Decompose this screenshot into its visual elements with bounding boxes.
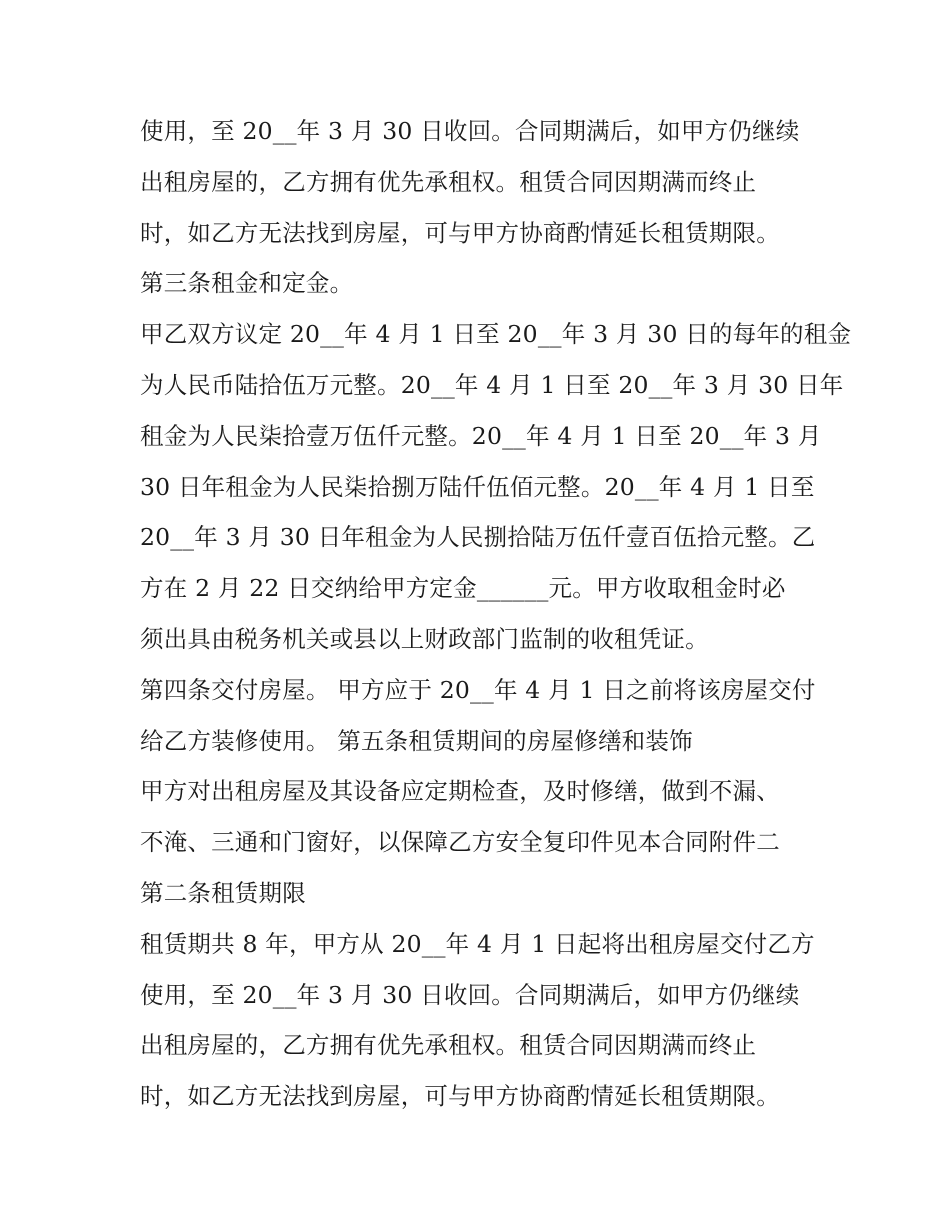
- text-line-1: 使用，至 20__年 3 月 30 日收回。合同期满后，如甲方仍继续: [140, 117, 800, 145]
- text-line-7: 租金为人民柒拾壹万伍仟元整。20__年 4 月 1 日至 20__年 3 月: [140, 421, 822, 450]
- text-line-9: 20__年 3 月 30 日年租金为人民捌拾陆万伍仟壹百伍拾元整。乙: [140, 523, 816, 552]
- text-line-15: 不淹、三通和门窗好，以保障乙方安全复印件见本合同附件二: [140, 828, 780, 857]
- document-body: [140, 106, 852, 1122]
- section-heading-rent-deposit: 第三条租金和定金。: [140, 269, 354, 298]
- text-line-5: 甲乙双方议定 20__年 4 月 1 日至 20__年 3 月 30 日的每年的租金: [140, 320, 852, 349]
- section-heading-delivery: 第四条交付房屋。 甲方应于 20__年 4 月 1 日之前将该房屋交付: [140, 675, 816, 704]
- text-line-8: 30 日年租金为人民柒拾捌万陆仟伍佰元整。20__年 4 月 1 日至: [140, 472, 815, 501]
- text-line-3: 时，如乙方无法找到房屋，可与甲方协商酌情延长租赁期限。: [140, 218, 780, 247]
- text-line-18: 使用，至 20__年 3 月 30 日收回。合同期满后，如甲方仍继续: [140, 980, 800, 1009]
- text-line-6: 为人民币陆拾伍万元整。20__年 4 月 1 日至 20__年 3 月 30 日年: [140, 370, 844, 399]
- section-heading-lease-term: 第二条租赁期限: [140, 878, 306, 907]
- text-line-10: 方在 2 月 22 日交纳给甲方定金______元。甲方收取租金时必: [140, 574, 786, 603]
- text-line-13: 给乙方装修使用。 第五条租赁期间的房屋修缮和装饰: [140, 726, 693, 755]
- text-line-20: 时，如乙方无法找到房屋，可与甲方协商酌情延长租赁期限。: [140, 1082, 780, 1111]
- text-line-19: 出租房屋的，乙方拥有优先承租权。租赁合同因期满而终止: [140, 1031, 757, 1060]
- text-line-14: 甲方对出租房屋及其设备应定期检查，及时修缮，做到不漏、: [140, 777, 780, 806]
- text-line-17: 租赁期共 8 年，甲方从 20__年 4 月 1 日起将出租房屋交付乙方: [140, 929, 815, 958]
- text-line-2: 出租房屋的，乙方拥有优先承租权。租赁合同因期满而终止: [140, 167, 757, 196]
- text-line-11: 须出具由税务机关或县以上财政部门监制的收租凭证。: [140, 624, 709, 653]
